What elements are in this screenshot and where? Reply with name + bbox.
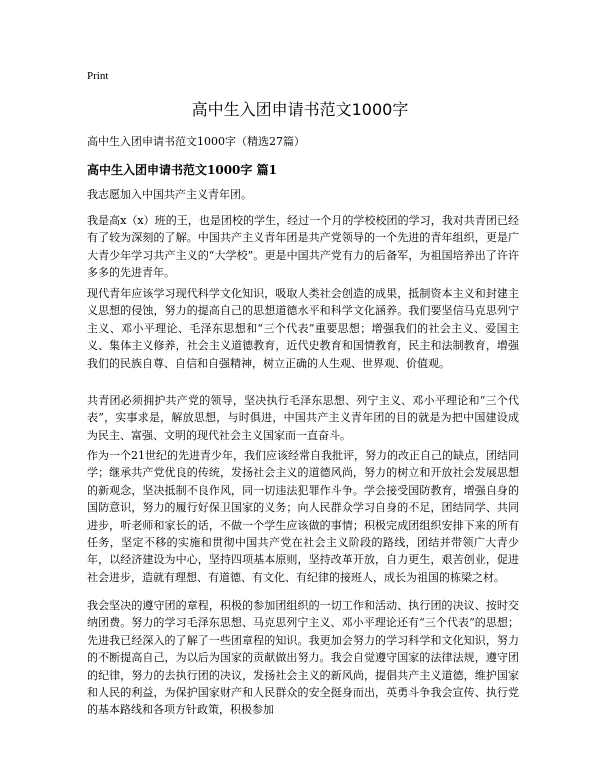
document-subtitle: 高中生入团申请书范文1000字（精选27篇） — [87, 135, 305, 148]
print-link[interactable]: Print — [87, 70, 109, 82]
paragraph-1: 我志愿加入中国共产主义青年团。 — [87, 188, 252, 201]
paragraph-3: 现代青年应该学习现代科学文化知识，吸取人类社会创造的成果，抵制资本主义和封建主义思想的侵蚀，努力的提高自己的思想道德水平和科学文化涵养。我们要坚信马克思列宁主义、邓小平理论、毛泽东思想和“三个代表”重要思想；增强我们的社会主义、爱国主义、集体主义修养，社会主义道德教育，近代史教育和国情教育，民主和法制教育，增强我们的民族自尊、自信和自强精神，树立正确的人生观、世界观、价值观。 — [87, 287, 519, 370]
paragraph-4: 共青团必须拥护共产党的领导，坚决执行毛泽东思想、列宁主义、邓小平理论和“三个代表”，实事求是，解放思想，与时俱进，中国共产主义青年团的目的就是为把中国建设成为民主、富强、文明的现代社会主义国家而一直奋斗。 — [87, 394, 519, 442]
section-heading: 高中生入团申请书范文1000字 篇1 — [87, 163, 277, 177]
paragraph-6: 我会坚决的遵守团的章程，积极的参加团组织的一切工作和活动、执行团的决议、按时交纳团费。努力的学习毛泽东思想、马克思列宁主义、邓小平理论还有“三个代表”的思想；先进我已经深入的了解了一些团章程的知识。我更加会努力的学习科学和文化知识，努力的不断提高自己，为以后为国家的贡献做出努力。我会自觉遵守国家的法律法规，遵守团的纪律，努力的去执行团的决议，发扬社会主义的新风尚，提倡共产主义道德，维护国家和人民的利益，为保护国家财产和人民群众的安全挺身而出，英勇斗争我会宣传、执行党的基本路线和各项方针政策，积极参加 — [87, 599, 519, 717]
paragraph-5: 作为一个21世纪的先进青少年，我们应该经常自我批评，努力的改正自己的缺点，团结同学；继承共产党优良的传统，发扬社会主义的道德风尚，努力的树立和开放社会发展思想的新观念，坚决抵制不良作风，同一切违法犯罪作斗争。学会接受国防教育，增强自身的国防意识，努力的履行好保卫国家的义务；向人民群众学习自身的不足，团结同学、共同进步，听老师和家长的话，不做一个学生应该做的事情；积极完成团组织安排下来的所有任务，坚定不移的实施和贯彻中国共产党在社会主义阶段的路线，团结并带领广大青少年，以经济建设为中心，坚持四项基本原则，坚持改革开放，自力更生，艰苦创业，促进社会进步，造就有理想、有道德、有文化、有纪律的接班人，成长为祖国的栋梁之材。 — [87, 449, 519, 584]
page-title: 高中生入团申请书范文1000字 — [191, 100, 409, 119]
paragraph-2: 我是高x（x）班的王，也是团校的学生，经过一个月的学校校团的学习，我对共青团已经有了较为深刻的了解。中国共产主义青年团是共产党领导的一个先进的青年组织，更是广大青少年学习共产主义的“大学校”。更是中国共产党有力的后备军，为祖国培养出了许许多多的先进青年。 — [87, 214, 519, 280]
